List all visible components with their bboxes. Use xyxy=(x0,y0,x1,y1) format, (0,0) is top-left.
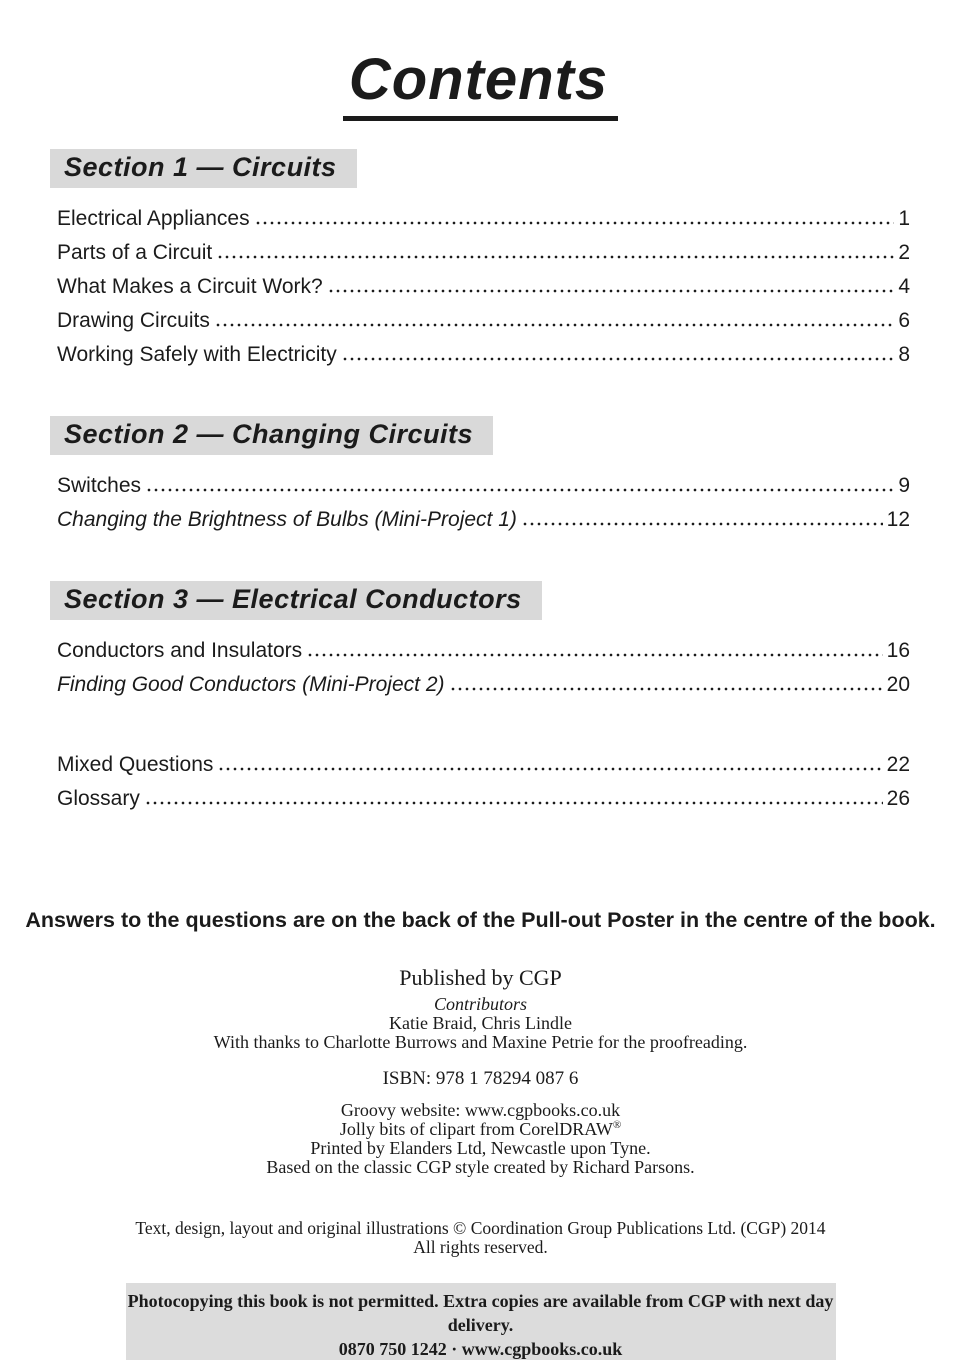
toc-entry-page-number: 26 xyxy=(886,786,910,810)
dot-leader xyxy=(147,488,894,492)
toc-entry xyxy=(57,202,910,236)
toc-entry xyxy=(57,748,910,782)
answers-note: Answers to the questions are on the back of the Pull-out Poster in the centre of the book. xyxy=(25,907,936,932)
toc-entry-page-number: 6 xyxy=(898,308,910,332)
dot-leader xyxy=(216,323,894,327)
toc-entry xyxy=(57,503,910,537)
photocopy-notice-box xyxy=(126,1283,836,1360)
section-entries xyxy=(57,634,910,702)
clipart-text: Jolly bits of clipart from CorelDRAW xyxy=(339,1118,613,1139)
toc-entry-label: Parts of a Circuit xyxy=(57,240,213,264)
section-entries xyxy=(57,469,910,537)
clipart-line xyxy=(0,1120,961,1139)
section-heading: Section 2 — Changing Circuits xyxy=(50,416,493,455)
section-entries xyxy=(57,202,910,372)
toc-entry-label: Mixed Questions xyxy=(57,752,214,776)
toc-entry-page-number: 8 xyxy=(898,342,910,366)
dot-leader xyxy=(218,255,894,259)
publisher-block xyxy=(0,965,961,1177)
website-line: Groovy website: www.cgpbooks.co.uk xyxy=(340,1099,621,1120)
toc-entry xyxy=(57,634,910,668)
registered-mark: ® xyxy=(612,1118,622,1131)
dot-leader xyxy=(146,801,883,805)
isbn-line: ISBN: 978 1 78294 087 6 xyxy=(382,1067,579,1089)
toc-entry xyxy=(57,304,910,338)
toc-sections xyxy=(57,149,910,702)
toc-entry-label: Conductors and Insulators xyxy=(57,638,303,662)
toc-entry xyxy=(57,270,910,304)
website-group xyxy=(0,1101,961,1177)
dot-leader xyxy=(451,687,883,691)
section-heading: Section 1 — Circuits xyxy=(50,149,357,188)
toc-entry xyxy=(57,338,910,372)
thanks-line: With thanks to Charlotte Burrows and Maxine Petrie for the proofreading. xyxy=(213,1031,748,1052)
toc-entry-page-number: 1 xyxy=(898,206,910,230)
toc-entry-label: Glossary xyxy=(57,786,140,810)
dot-leader xyxy=(523,522,883,526)
toc-entry-label: Drawing Circuits xyxy=(57,308,210,332)
photocopy-line: Photocopying this book is not permitted. Extra copies are available from CGP with next day delivery. xyxy=(127,1290,834,1335)
toc-entry-label: Changing the Brightness of Bulbs (Mini-Project 1) xyxy=(57,507,517,531)
contributors-heading: Contributors xyxy=(433,993,528,1014)
table-of-contents xyxy=(57,149,910,816)
dot-leader xyxy=(219,767,882,771)
toc-entry-label: Working Safely with Electricity xyxy=(57,342,337,366)
rights-line: All rights reserved. xyxy=(413,1236,548,1257)
section-heading: Section 3 — Electrical Conductors xyxy=(50,581,542,620)
toc-entry xyxy=(57,236,910,270)
toc-entry-page-number: 22 xyxy=(886,752,910,776)
title-wrap xyxy=(0,0,961,121)
dot-leader xyxy=(343,357,895,361)
printed-line: Printed by Elanders Ltd, Newcastle upon Tyne. xyxy=(310,1137,651,1158)
toc-entry-page-number: 4 xyxy=(898,274,910,298)
toc-section xyxy=(57,581,910,702)
toc-entry-label: What Makes a Circuit Work? xyxy=(57,274,323,298)
toc-entry-page-number: 9 xyxy=(898,473,910,497)
dot-leader xyxy=(256,221,895,225)
toc-entry-label: Electrical Appliances xyxy=(57,206,250,230)
toc-entry-page-number: 12 xyxy=(886,507,910,531)
copyright-block xyxy=(0,1219,961,1257)
toc-entry xyxy=(57,782,910,816)
toc-entry-label: Switches xyxy=(57,473,142,497)
copyright-line: Text, design, layout and original illustrations © Coordination Group Publications Ltd. (CGP) 2014 xyxy=(135,1217,826,1238)
toc-entry-label: Finding Good Conductors (Mini-Project 2) xyxy=(57,672,445,696)
toc-entry-page-number: 16 xyxy=(886,638,910,662)
toc-misc-entries xyxy=(57,748,910,816)
dot-leader xyxy=(308,653,883,657)
page-title: Contents xyxy=(343,48,618,121)
toc-section xyxy=(57,416,910,537)
contact-line: 0870 750 1242 · www.cgpbooks.co.uk xyxy=(338,1338,623,1359)
toc-entry-page-number: 2 xyxy=(898,240,910,264)
toc-section xyxy=(57,149,910,372)
published-by-line: Published by CGP xyxy=(399,964,562,990)
based-on-line: Based on the classic CGP style created by Richard Parsons. xyxy=(266,1156,695,1177)
dot-leader xyxy=(329,289,895,293)
contributors-names: Katie Braid, Chris Lindle xyxy=(389,1012,572,1033)
toc-entry-page-number: 20 xyxy=(886,672,910,696)
toc-entry xyxy=(57,469,910,503)
toc-entry xyxy=(57,668,910,702)
